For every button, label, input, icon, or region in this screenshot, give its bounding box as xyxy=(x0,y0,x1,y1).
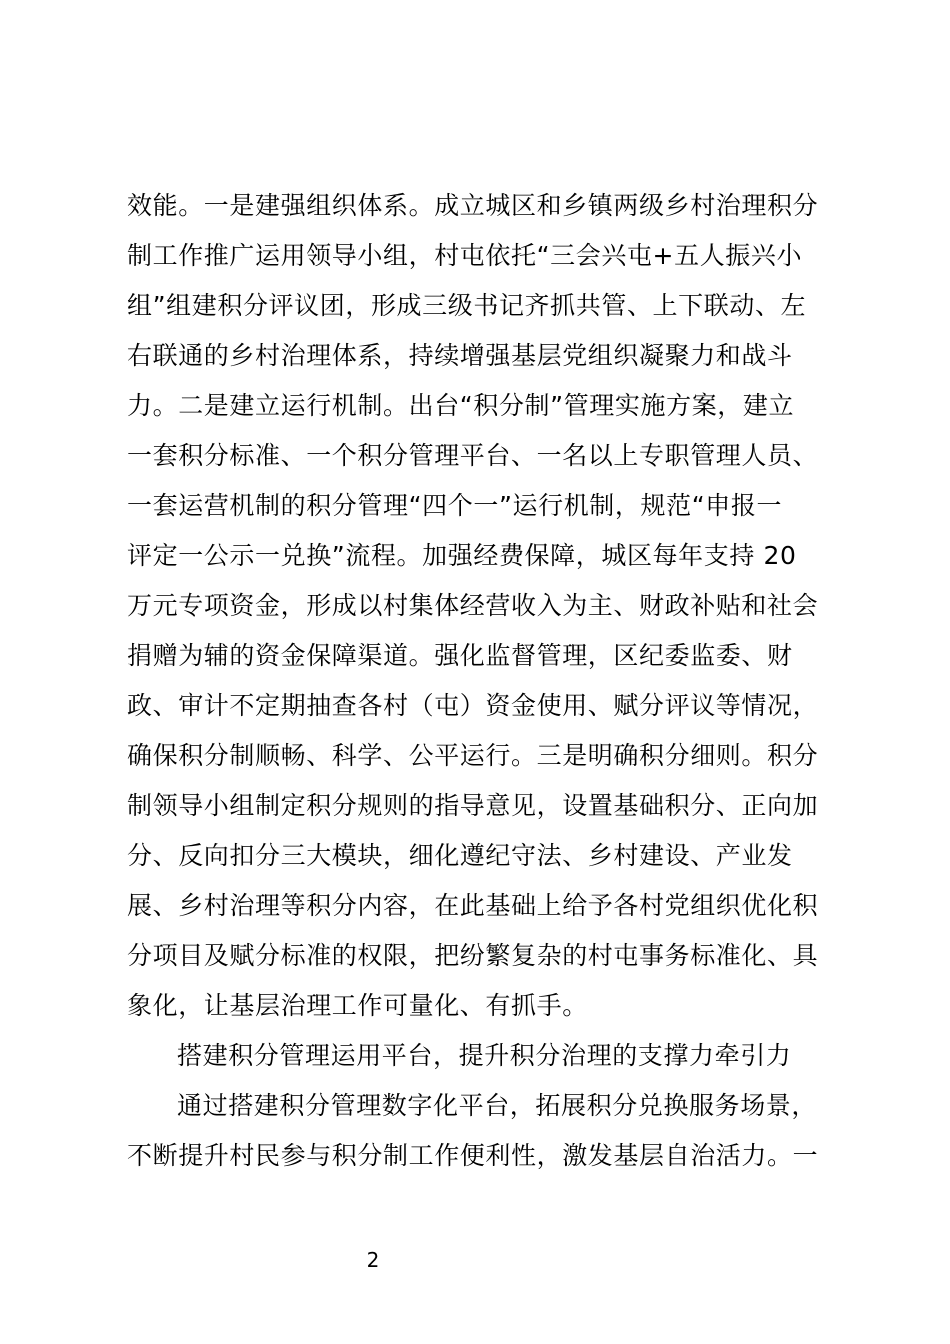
paragraph-line: 展、乡村治理等积分内容，在此基础上给予各村党组织优化积 xyxy=(127,891,819,920)
paragraph-line: 分项目及赋分标准的权限，把纷繁复杂的村屯事务标准化、具 xyxy=(127,941,819,970)
paragraph-line: 效能。一是建强组织体系。成立城区和乡镇两级乡村治理积分 xyxy=(127,191,819,220)
paragraph-line: 捐赠为辅的资金保障渠道。强化监督管理，区纪委监委、财 xyxy=(127,641,793,670)
paragraph-line: 象化，让基层治理工作可量化、有抓手。 xyxy=(127,991,588,1020)
paragraph-line: 不断提升村民参与积分制工作便利性，激发基层自治活力。一 xyxy=(127,1141,819,1170)
paragraph-line: 一套积分标准、一个积分管理平台、一名以上专职管理人员、 xyxy=(127,441,819,470)
page-number: 2 xyxy=(366,1248,380,1272)
paragraph-line: 评定一公示一兑换”流程。加强经费保障，城区每年支持 20 xyxy=(127,541,797,570)
paragraph-line: 右联通的乡村治理体系，持续增强基层党组织凝聚力和战斗 xyxy=(127,341,793,370)
paragraph-line: 一套运营机制的积分管理“四个一”运行机制，规范“申报一 xyxy=(127,491,783,520)
paragraph-line: 组”组建积分评议团，形成三级书记齐抓共管、上下联动、左 xyxy=(127,291,807,320)
section-heading: 搭建积分管理运用平台，提升积分治理的支撑力牵引力 xyxy=(177,1041,792,1070)
paragraph-line: 万元专项资金，形成以村集体经营收入为主、财政补贴和社会 xyxy=(127,591,819,620)
paragraph-line: 分、反向扣分三大模块，细化遵纪守法、乡村建设、产业发 xyxy=(127,841,793,870)
paragraph-line: 制领导小组制定积分规则的指导意见，设置基础积分、正向加 xyxy=(127,791,819,820)
paragraph-line: 政、审计不定期抽查各村（屯）资金使用、赋分评议等情况， xyxy=(127,691,819,720)
paragraph-line: 通过搭建积分管理数字化平台，拓展积分兑换服务场景， xyxy=(177,1091,818,1120)
paragraph-line: 力。二是建立运行机制。出台“积分制”管理实施方案，建立 xyxy=(127,391,795,420)
paragraph-line: 确保积分制顺畅、科学、公平运行。三是明确积分细则。积分 xyxy=(127,741,819,770)
paragraph-line: 制工作推广运用领导小组，村屯依托“三会兴屯+五人振兴小 xyxy=(127,241,803,270)
